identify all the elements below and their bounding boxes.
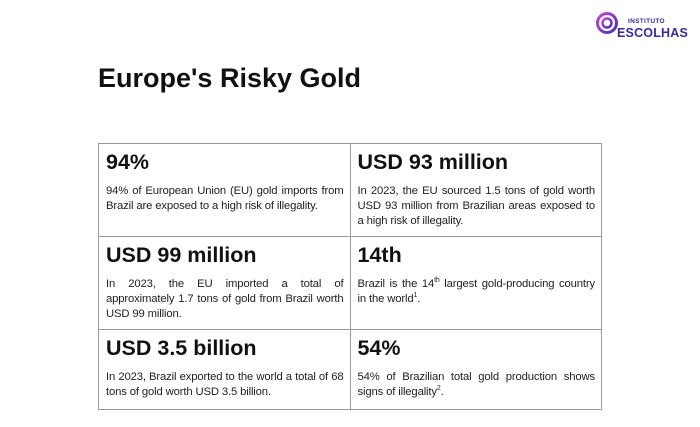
fact-cell <box>99 144 351 237</box>
fact-description-text: . <box>440 386 444 398</box>
fact-description <box>358 277 596 307</box>
fact-cell <box>99 330 351 410</box>
fact-stat: USD 93 million <box>357 150 509 174</box>
footnote-marker: 1 <box>413 292 418 300</box>
fact-cell <box>350 237 602 330</box>
table-row <box>99 144 602 237</box>
fact-description-text: In 2023, the EU imported a total of approximately 1.7 tons of gold from Brazil worth USD 99 million. <box>106 278 344 320</box>
fact-stat: 54% <box>357 336 401 360</box>
fact-stat: USD 3.5 billion <box>106 336 257 360</box>
fact-description-text: 54% of Brazilian total gold production shows signs of illegality <box>357 371 595 398</box>
escolhas-logo <box>595 12 689 46</box>
fact-description <box>106 277 344 322</box>
logo-big-text: ESCOLHAS <box>617 26 689 40</box>
fact-description <box>106 370 344 400</box>
fact-description <box>358 184 596 229</box>
escolhas-logo-icon <box>595 12 619 44</box>
fact-description-text: In 2023, Brazil exported to the world a total of 68 tons of gold worth USD 3.5 billion. <box>106 371 344 398</box>
fact-stat: 94% <box>106 150 150 174</box>
table-row <box>99 237 602 330</box>
facts-table <box>98 143 602 410</box>
fact-cell <box>350 330 602 410</box>
fact-stat: 14th <box>357 243 402 267</box>
fact-description <box>106 184 344 214</box>
fact-stat: USD 99 million <box>106 243 257 267</box>
fact-cell <box>99 237 351 330</box>
fact-cell <box>350 144 602 237</box>
fact-description-text: largest gold-producing country in the world <box>357 278 595 305</box>
footnote-marker: 2 <box>436 385 441 393</box>
fact-description-text: In 2023, the EU sourced 1.5 tons of gold worth USD 93 million from Brazilian areas exposed to a high risk of illegality. <box>357 185 595 227</box>
fact-description <box>358 370 596 400</box>
page-title: Europe's Risky Gold <box>98 63 361 93</box>
fact-description-text: . <box>417 293 421 305</box>
superscript: th <box>434 277 440 285</box>
fact-description-text: Brazil is the 14 <box>357 278 435 290</box>
logo-small-text: INSTITUTO <box>628 18 665 25</box>
fact-description-text: 94% of European Union (EU) gold imports from Brazil are exposed to a high risk of illegality. <box>106 185 344 212</box>
table-row <box>99 330 602 410</box>
